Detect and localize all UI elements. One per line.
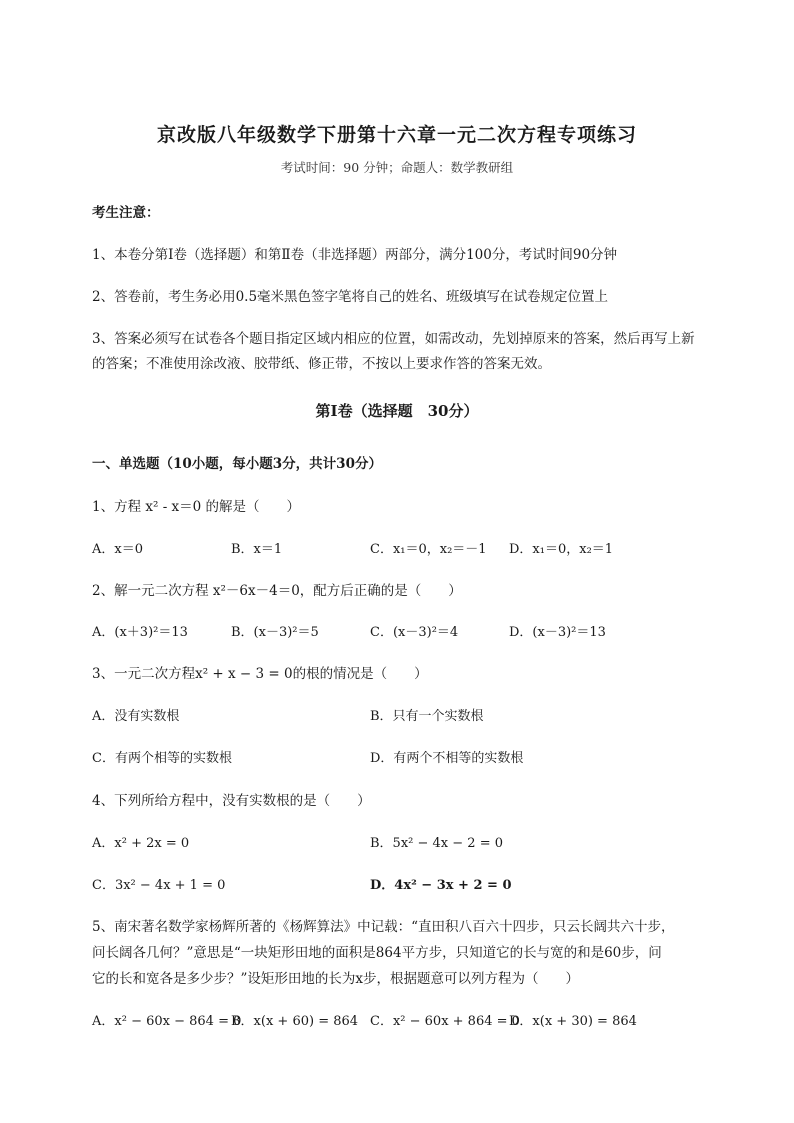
question-3-option-d[interactable]: D．有两个不相等的实数根 [370, 751, 524, 766]
question-5-stem-line-3: 它的长和宽各是多少步？”设矩形田地的长为x步，根据题意可以列方程为（ ） [92, 971, 580, 987]
question-5-stem-line-1: 5、南宋著名数学家杨辉所著的《杨辉算法》中记载：“直田积八百六十四步，只云长阔共六十步， [92, 919, 675, 935]
question-5-option-c[interactable]: C．x² − 60x + 864 = 0 [370, 1014, 520, 1029]
question-3-option-b[interactable]: B．只有一个实数根 [370, 709, 484, 724]
question-5-option-a[interactable]: A．x² − 60x − 864 = 0 [92, 1014, 242, 1029]
question-4-option-d[interactable]: D．4x² − 3x + 2 = 0 [370, 878, 512, 893]
question-4-option-c[interactable]: C．3x² − 4x + 1 = 0 [92, 878, 226, 893]
question-2-option-a[interactable]: A．(x＋3)²＝13 [92, 625, 188, 640]
section-title: 第Ⅰ卷（选择题 30分） [315, 402, 479, 420]
question-4-stem: 4、下列所给方程中，没有实数根的是（ ） [92, 793, 371, 809]
question-5-stem-line-2: 问长阔各几何？”意思是“一块矩形田地的面积是864平方步，只知道它的长与宽的和是60步，问 [92, 945, 662, 961]
notice-item-3-cont: 的答案；不准使用涂改液、胶带纸、修正带，不按以上要求作答的答案无效。 [92, 356, 551, 372]
page-title: 京改版八年级数学下册第十六章一元二次方程专项练习 [156, 124, 637, 146]
question-1-option-d[interactable]: D．x₁＝0，x₂＝1 [509, 542, 614, 557]
exam-info: 考试时间：90 分钟；命题人：数学教研组 [280, 160, 514, 175]
question-3-stem: 3、一元二次方程x² + x − 3 = 0的根的情况是（ ） [92, 666, 428, 682]
notice-item-3: 3、答案必须写在试卷各个题目指定区域内相应的位置，如需改动，先划掉原来的答案，然后再写上新 [92, 331, 695, 347]
question-3-option-c[interactable]: C．有两个相等的实数根 [92, 751, 232, 766]
question-1-stem: 1、方程 x² - x＝0 的解是（ ） [92, 499, 301, 515]
part-title: 一、单选题（10小题，每小题3分，共计30分） [92, 456, 382, 472]
question-2-stem: 2、解一元二次方程 x²－6x－4＝0，配方后正确的是（ ） [92, 583, 462, 599]
notice-item-2: 2、答卷前，考生务必用0.5毫米黑色签字笔将自己的姓名、班级填写在试卷规定位置上 [92, 289, 609, 305]
question-2-option-b[interactable]: B．(x－3)²＝5 [231, 625, 319, 640]
question-5-option-d[interactable]: D．x(x + 30) = 864 [509, 1014, 637, 1029]
question-1-option-b[interactable]: B．x＝1 [231, 542, 283, 557]
notice-item-1: 1、本卷分第Ⅰ卷（选择题）和第Ⅱ卷（非选择题）两部分，满分100分，考试时间90分钟 [92, 247, 618, 263]
question-4-option-a[interactable]: A．x² + 2x = 0 [92, 836, 190, 851]
question-4-option-b[interactable]: B．5x² − 4x − 2 = 0 [370, 836, 503, 851]
question-2-option-c[interactable]: C．(x－3)²＝4 [370, 625, 459, 640]
question-3-option-a[interactable]: A．没有实数根 [92, 709, 180, 724]
question-5-option-b[interactable]: B．x(x + 60) = 864 [231, 1014, 359, 1029]
notice-heading: 考生注意： [92, 205, 160, 221]
question-1-option-c[interactable]: C．x₁＝0，x₂＝－1 [370, 542, 487, 557]
question-2-option-d[interactable]: D．(x－3)²＝13 [509, 625, 606, 640]
question-1-option-a[interactable]: A．x＝0 [92, 542, 143, 557]
